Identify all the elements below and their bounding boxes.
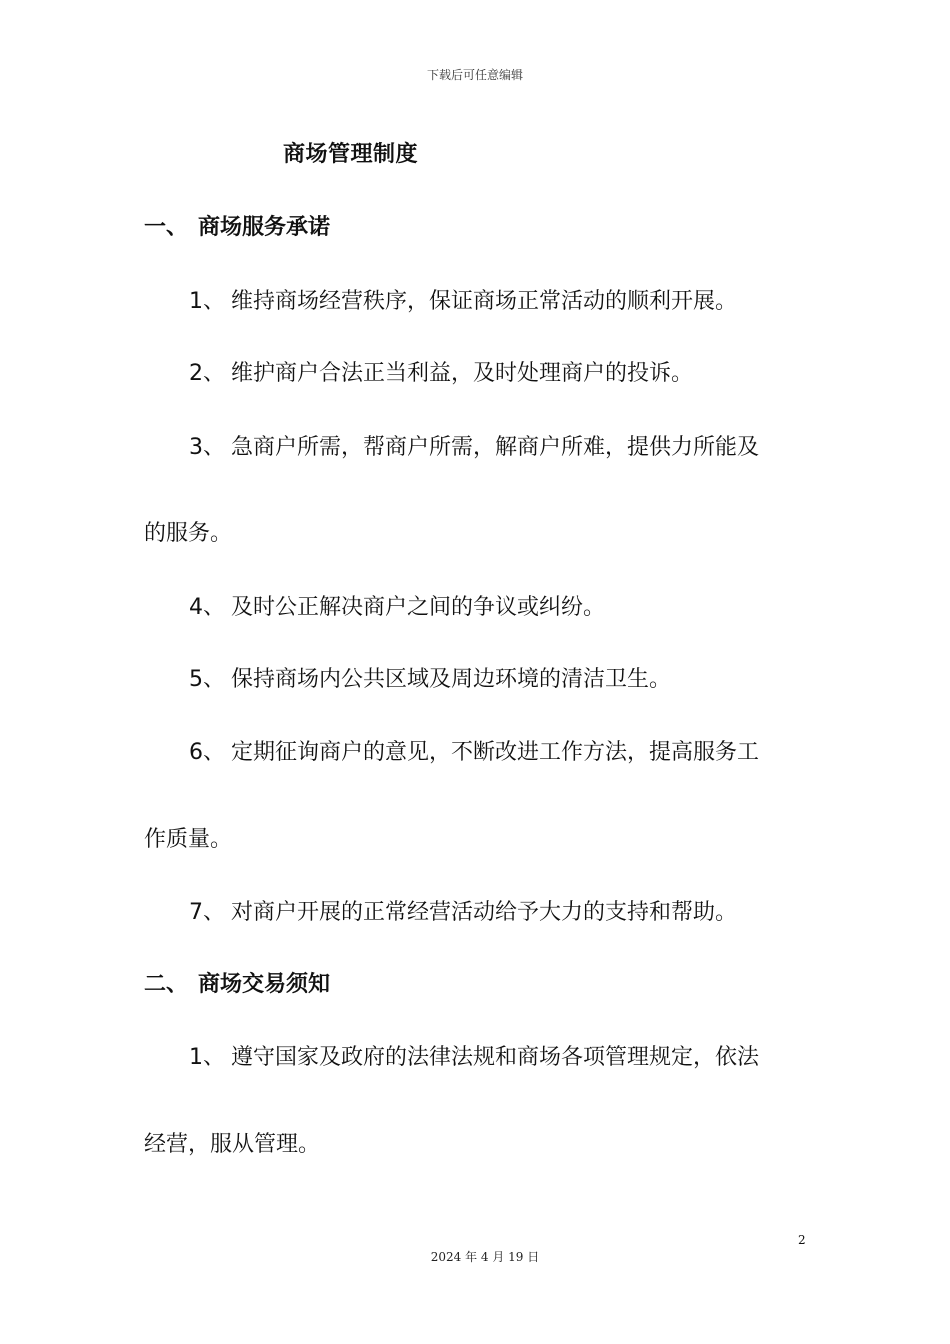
item-number: 4、 bbox=[189, 595, 225, 620]
item-number: 2、 bbox=[189, 361, 225, 386]
item-number: 6、 bbox=[189, 740, 225, 765]
section-heading-2 bbox=[144, 967, 330, 998]
section-title: 商场服务承诺 bbox=[198, 215, 331, 240]
item-number: 7、 bbox=[189, 900, 225, 925]
page-number: 2 bbox=[798, 1233, 806, 1247]
item-text: 维护商户合法正当利益，及时处理商户的投诉。 bbox=[231, 361, 694, 386]
footer-date: 2024 年 4 月 19 日 bbox=[430, 1250, 540, 1264]
section-number: 二、 bbox=[144, 972, 189, 997]
item-text: 对商户开展的正常经营活动给予大力的支持和帮助。 bbox=[231, 900, 738, 925]
item-text: 定期征询商户的意见，不断改进工作方法，提高服务工 bbox=[231, 740, 760, 765]
section-title: 商场交易须知 bbox=[198, 972, 331, 997]
page-header-note: 下载后可任意编辑 bbox=[426, 68, 523, 82]
list-item bbox=[189, 356, 853, 387]
item-number: 1、 bbox=[189, 1045, 225, 1070]
item-text: 遵守国家及政府的法律法规和商场各项管理规定，依法 bbox=[231, 1045, 760, 1070]
list-item bbox=[189, 895, 853, 926]
section-heading-1 bbox=[144, 210, 330, 241]
list-item bbox=[189, 662, 853, 693]
list-item-continuation: 的服务。 bbox=[144, 521, 233, 546]
list-item bbox=[189, 284, 853, 315]
section-number: 一、 bbox=[144, 215, 189, 240]
document-title: 商场管理制度 bbox=[283, 142, 419, 167]
list-item-continuation: 经营，服从管理。 bbox=[144, 1132, 321, 1157]
item-number: 3、 bbox=[189, 435, 225, 460]
list-item bbox=[189, 430, 853, 461]
item-number: 1、 bbox=[189, 289, 225, 314]
item-text: 急商户所需，帮商户所需，解商户所难，提供力所能及 bbox=[231, 435, 760, 460]
item-text: 保持商场内公共区域及周边环境的清洁卫生。 bbox=[231, 667, 672, 692]
list-item-continuation: 作质量。 bbox=[144, 827, 233, 852]
list-item bbox=[189, 1040, 853, 1071]
item-text: 及时公正解决商户之间的争议或纠纷。 bbox=[231, 595, 606, 620]
item-text: 维持商场经营秩序，保证商场正常活动的顺利开展。 bbox=[231, 289, 738, 314]
list-item bbox=[189, 590, 853, 621]
list-item bbox=[189, 735, 853, 766]
item-number: 5、 bbox=[189, 667, 225, 692]
